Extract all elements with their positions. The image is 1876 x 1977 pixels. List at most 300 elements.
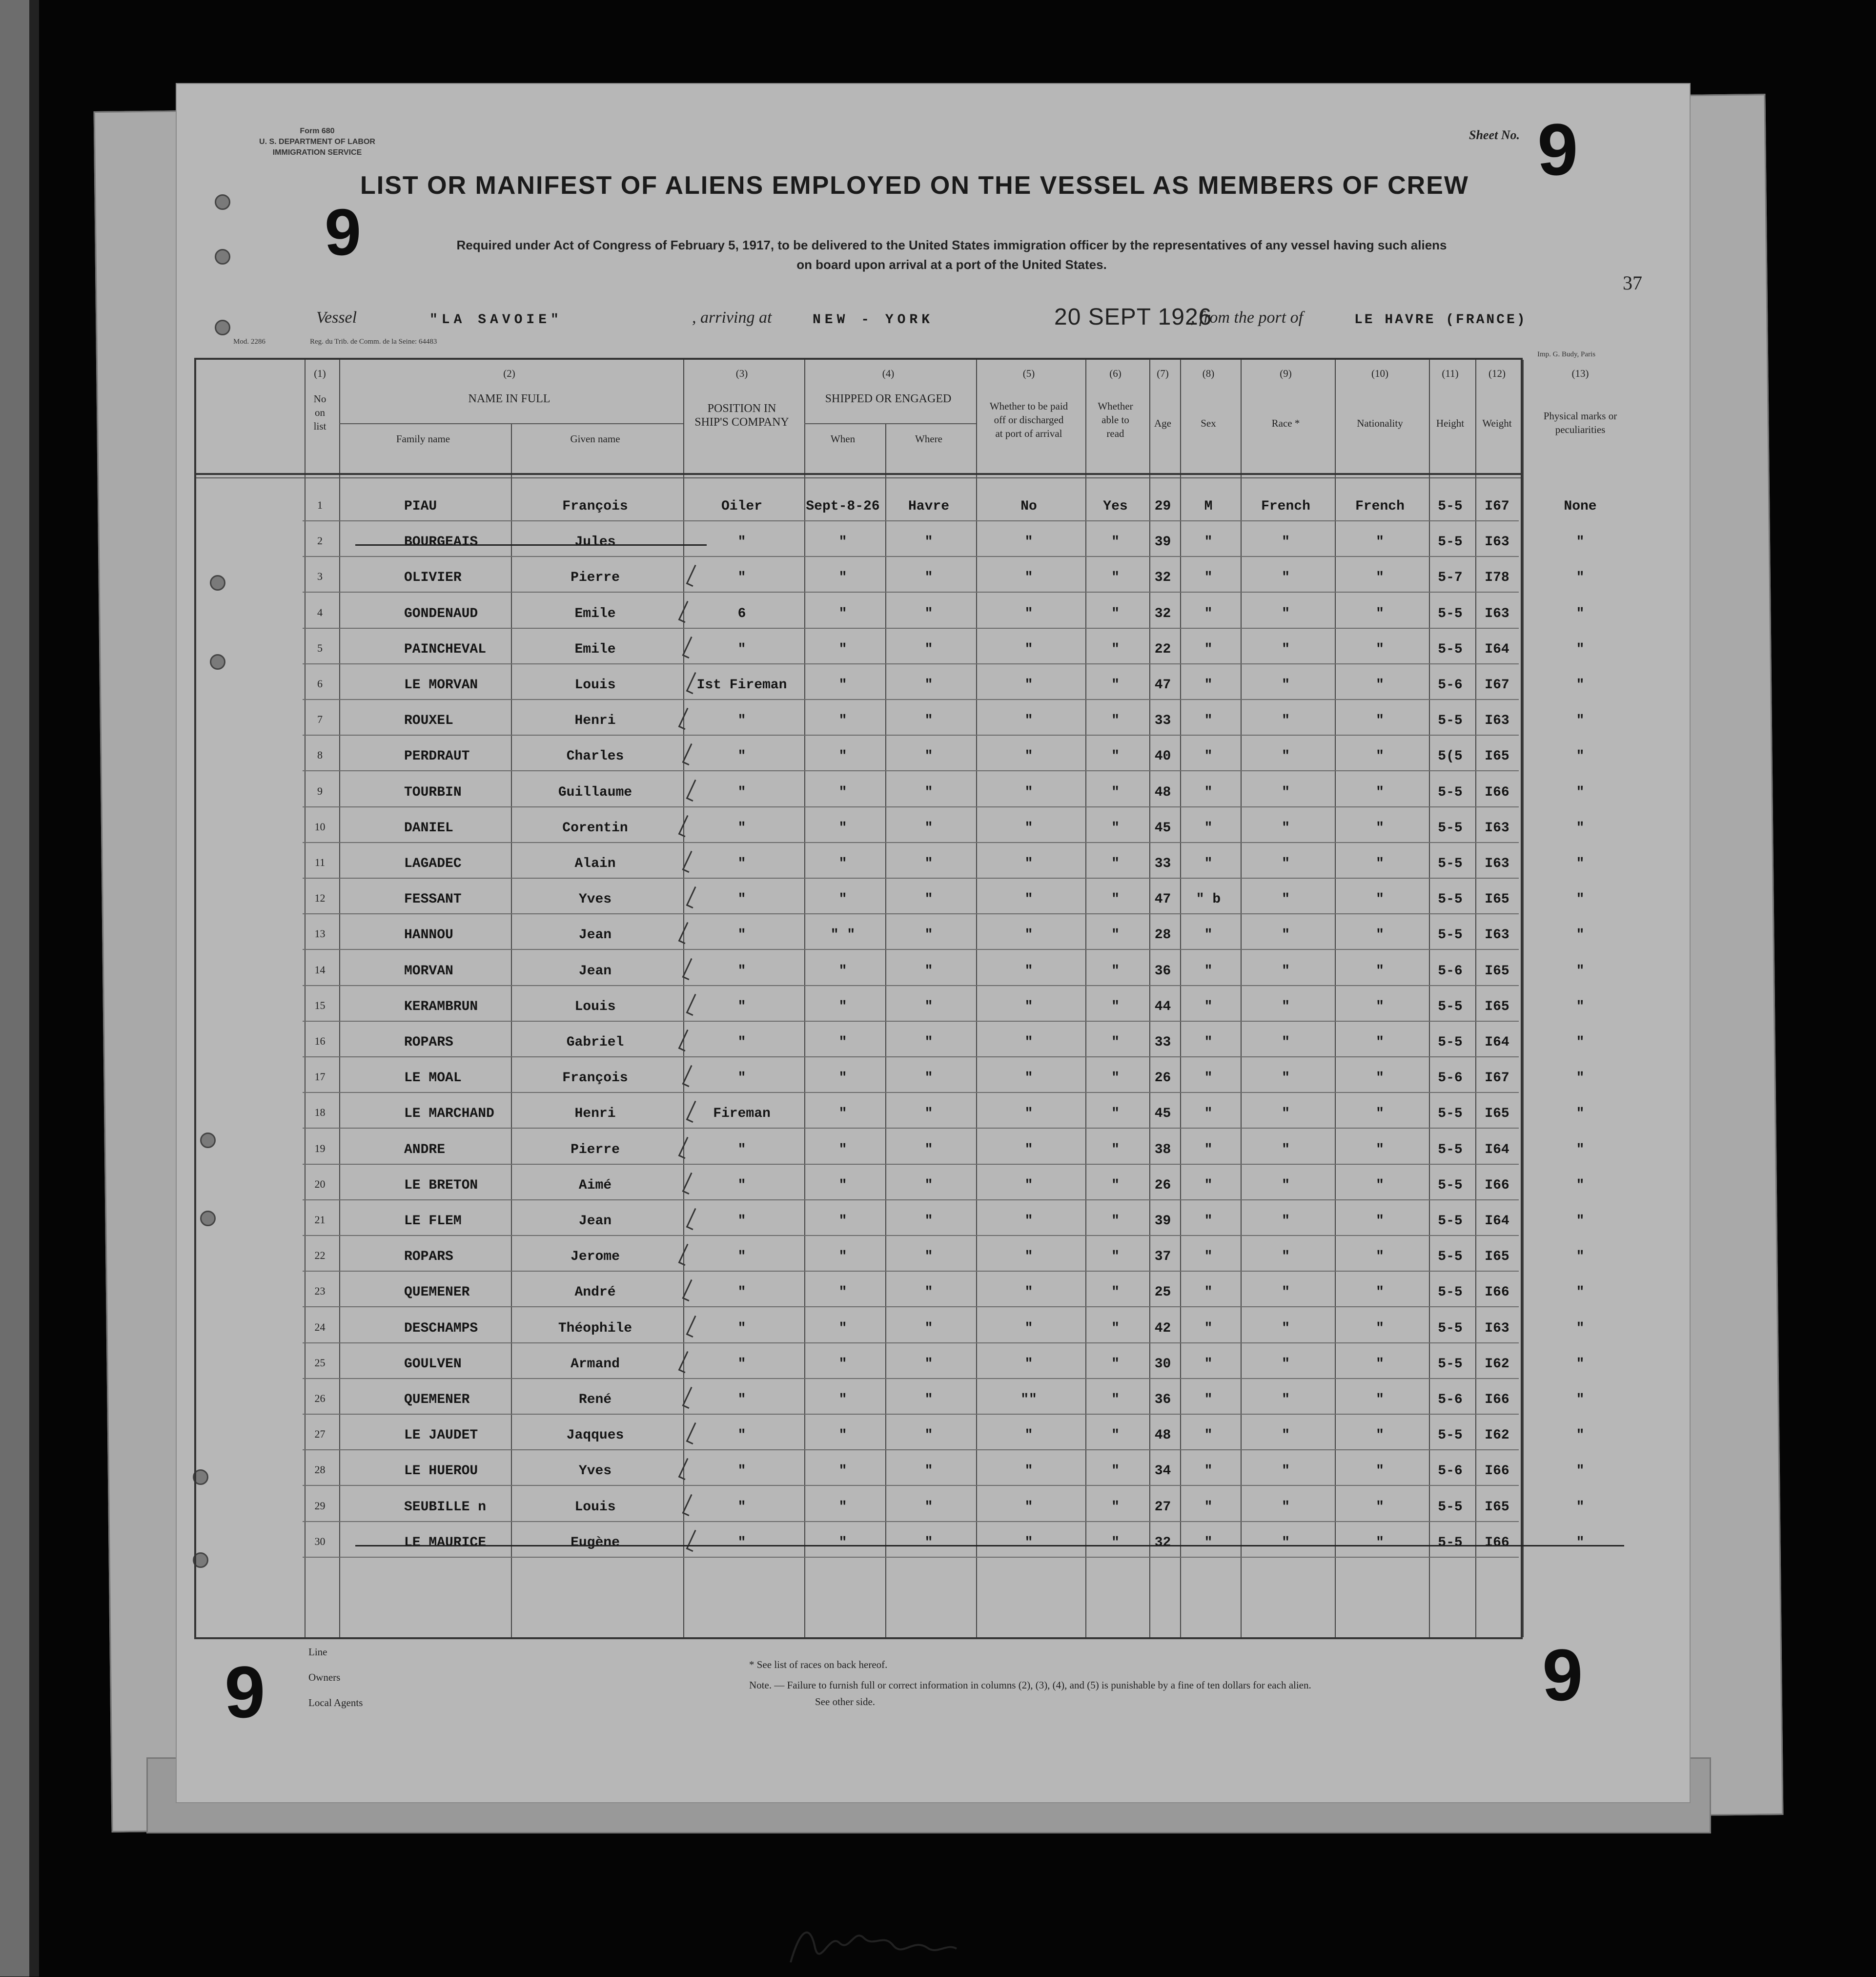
big-nine-marker: 9 [325,195,362,269]
cell-paid: " [1024,964,1033,979]
column-header-c9: Race * [1271,417,1300,429]
cell-where: " [924,1035,933,1050]
cell-height: 5-5 [1438,1035,1463,1050]
subcolumn-header-c2a: Family name [396,433,450,445]
cell-paid: " [1024,1142,1033,1157]
cell-age: 47 [1154,678,1171,693]
cell-marks: " [1576,1321,1585,1336]
cell-when: " [838,713,847,728]
cell-nationality: " [1376,1214,1384,1229]
row-rule [303,1271,1519,1272]
column-header-c4: SHIPPED OR ENGAGED [825,392,952,405]
cell-where: " [924,1106,933,1121]
cell-where: Havre [908,499,949,514]
cell-nationality: " [1376,927,1384,943]
cell-when: " [838,1214,847,1229]
cell-sex: " [1204,1142,1213,1157]
cell-paid: " [1024,642,1033,657]
cell-paid: " [1024,821,1033,836]
cell-nationality: " [1376,999,1384,1014]
cell-family: LE MAURICE [404,1535,487,1550]
cell-family: LE HUEROU [404,1463,478,1479]
cell-sex: " [1204,1285,1213,1300]
cell-when: " [838,749,847,764]
cell-sex: " [1204,713,1213,728]
cell-weight: I63 [1485,927,1509,943]
cell-weight: I66 [1485,1392,1509,1407]
cell-paid: " [1024,856,1033,871]
cell-age: 22 [1154,642,1171,657]
cell-nationality: " [1376,892,1384,907]
cell-no: 1 [317,499,323,511]
cell-weight: I65 [1485,1249,1509,1264]
cell-race: " [1282,892,1290,907]
cell-height: 5-5 [1438,1106,1463,1121]
cell-marks: " [1576,535,1585,550]
cell-race: " [1282,1178,1290,1193]
cell-nationality: " [1376,785,1384,800]
cell-paid: " [1024,535,1033,550]
cell-height: 5-5 [1438,1214,1463,1229]
cell-age: 36 [1154,964,1171,979]
cell-family: LAGADEC [404,856,462,871]
cell-no: 12 [314,892,326,904]
cell-age: 32 [1154,1535,1171,1550]
cell-read: " [1111,999,1120,1014]
cell-race: " [1282,570,1290,585]
cell-position: " [737,1071,746,1086]
cell-family: PIAU [404,499,437,514]
cell-read: " [1111,892,1120,907]
cell-when: " [838,1035,847,1050]
cell-paid: " [1024,1463,1033,1479]
cell-sex: " [1204,821,1213,836]
cell-nationality: " [1376,1178,1384,1193]
row-rule [303,1092,1519,1093]
cell-race: " [1282,535,1290,550]
cell-position: Fireman [713,1106,771,1121]
see-other-side: See other side. [815,1696,876,1708]
cell-marks: " [1576,856,1585,871]
cell-where: " [924,1392,933,1407]
cell-height: 5-5 [1438,1500,1463,1515]
cell-where: " [924,713,933,728]
page-number: 37 [1623,272,1642,294]
cell-sex: " [1204,678,1213,693]
form-number: Form 680 [300,127,335,135]
cell-read: " [1111,1142,1120,1157]
cell-no: 25 [314,1357,326,1369]
cell-read: " [1111,1500,1120,1515]
footer-big-nine-right: 9 [1542,1634,1583,1716]
column-header-c5: Whether to be paid off or discharged at port of arrival [989,400,1068,439]
cell-given: Emile [574,606,616,621]
cell-position: " [737,821,746,836]
cell-when: " [838,1357,847,1372]
cell-sex: " [1204,1428,1213,1443]
cell-marks: None [1564,499,1597,514]
cell-weight: I67 [1485,678,1509,693]
cell-marks: " [1576,1071,1585,1086]
cell-when: " [838,1321,847,1336]
cell-weight: I63 [1485,606,1509,621]
cell-position: " [737,570,746,585]
cell-height: 5-6 [1438,1463,1463,1479]
cell-paid: " [1024,1285,1033,1300]
column-number-c9: (9) [1280,368,1292,379]
cell-marks: " [1576,1142,1585,1157]
cell-read: " [1111,1106,1120,1121]
cell-height: 5-5 [1438,1321,1463,1336]
cell-nationality: " [1376,1035,1384,1050]
cell-weight: I65 [1485,749,1509,764]
cell-where: " [924,749,933,764]
cell-paid: " [1024,1535,1033,1550]
cell-race: " [1282,964,1290,979]
cell-weight: I63 [1485,821,1509,836]
cell-no: 4 [317,606,323,618]
cell-nationality: " [1376,713,1384,728]
cell-when: " [838,570,847,585]
cell-paid: " [1024,570,1033,585]
cell-weight: I65 [1485,1500,1509,1515]
cell-weight: I63 [1485,1321,1509,1336]
cell-height: 5-5 [1438,892,1463,907]
cell-sex: " [1204,642,1213,657]
cell-nationality: " [1376,1071,1384,1086]
cell-sex: " [1204,1392,1213,1407]
cell-read: " [1111,535,1120,550]
cell-no: 23 [314,1285,326,1297]
cell-paid: " [1024,1178,1033,1193]
cell-given: Théophile [558,1321,632,1336]
cell-age: 32 [1154,570,1171,585]
cell-read: " [1111,1071,1120,1086]
cell-family: LE MARCHAND [404,1106,494,1121]
row-rule [303,1235,1519,1236]
row-rule [303,663,1519,664]
cell-where: " [924,785,933,800]
cell-weight: I62 [1485,1357,1509,1372]
row-rule [303,1128,1519,1129]
cell-no: 29 [314,1500,326,1512]
cell-weight: I67 [1485,499,1509,514]
arriving-port: NEW - YORK [813,312,934,328]
cell-weight: I62 [1485,1428,1509,1443]
cell-read: " [1111,856,1120,871]
row-rule [303,1164,1519,1165]
cell-read: " [1111,678,1120,693]
cell-no: 26 [314,1392,326,1404]
local-agents-label: Local Agents [308,1697,363,1709]
cell-sex: " [1204,1249,1213,1264]
cell-sex: " [1204,785,1213,800]
line-label: Line [308,1646,327,1658]
cell-given: Emile [574,642,616,657]
cell-family: ROPARS [404,1249,453,1264]
handwritten-signature [786,1918,961,1977]
cell-height: 5-5 [1438,499,1463,514]
cell-age: 30 [1154,1357,1171,1372]
cell-marks: " [1576,1106,1585,1121]
cell-where: " [924,856,933,871]
column-number-c12: (12) [1489,368,1506,379]
cell-where: " [924,927,933,943]
cell-race: " [1282,1106,1290,1121]
cell-paid: " [1024,1321,1033,1336]
cell-sex: " [1204,964,1213,979]
cell-sex: M [1204,499,1213,514]
cell-age: 48 [1154,1428,1171,1443]
races-note: * See list of races on back hereof. [749,1659,888,1670]
from-port: LE HAVRE (FRANCE) [1354,312,1527,328]
cell-paid: " [1024,1500,1033,1515]
row-rule [303,806,1519,807]
column-number-c11: (11) [1442,368,1459,379]
cell-weight: I66 [1485,1285,1509,1300]
cell-given: Alain [574,856,616,871]
cell-paid: " [1024,749,1033,764]
cell-given: Jaqques [566,1428,624,1443]
punch-hole [215,320,230,335]
cell-height: 5-6 [1438,1071,1463,1086]
cell-nationality: " [1376,606,1384,621]
cell-when: " [838,1500,847,1515]
cell-where: " [924,570,933,585]
cell-weight: I66 [1485,785,1509,800]
cell-when: " [838,1178,847,1193]
row-rule [303,1449,1519,1450]
cell-given: Aimé [578,1178,612,1193]
cell-read: " [1111,927,1120,943]
cell-weight: I65 [1485,1106,1509,1121]
cell-weight: I66 [1485,1535,1509,1550]
column-number-c3: (3) [735,368,748,379]
cell-race: " [1282,1428,1290,1443]
column-header-c13: Physical marks or peculiarities [1543,410,1617,435]
cell-paid: " [1024,892,1033,907]
cell-family: FESSANT [404,892,462,907]
cell-where: " [924,999,933,1014]
cell-position: " [737,1035,746,1050]
cell-height: 5-6 [1438,964,1463,979]
cell-nationality: " [1376,1106,1384,1121]
cell-given: Eugène [571,1535,620,1550]
vessel-name: "LA SAVOIE" [429,312,563,328]
cell-no: 8 [317,749,323,761]
cell-read: " [1111,713,1120,728]
cell-sex: " [1204,927,1213,943]
cell-weight: I65 [1485,892,1509,907]
cell-race: " [1282,1142,1290,1157]
page-title: LIST OR MANIFEST OF ALIENS EMPLOYED ON THE VESSEL AS MEMBERS OF CREW [360,171,1469,200]
cell-sex: " [1204,1178,1213,1193]
cell-given: Pierre [571,1142,620,1157]
cell-position: " [737,1178,746,1193]
cell-race: " [1282,749,1290,764]
column-number-c4: (4) [882,368,895,379]
row-rule [303,913,1519,914]
cell-paid: " [1024,1035,1033,1050]
cell-weight: I64 [1485,1142,1509,1157]
column-header-c6: Whether able to read [1098,400,1133,439]
cell-position: " [737,1357,746,1372]
cell-sex: " [1204,1071,1213,1086]
strike-through-line [355,1545,1624,1546]
cell-age: 26 [1154,1178,1171,1193]
footer-big-nine-left: 9 [224,1651,265,1733]
cell-age: 29 [1154,499,1171,514]
cell-read: " [1111,1428,1120,1443]
cell-no: 14 [314,964,326,976]
cell-height: 5-5 [1438,999,1463,1014]
cell-race: " [1282,821,1290,836]
row-rule [303,592,1519,593]
cell-no: 6 [317,678,323,690]
cell-no: 27 [314,1428,326,1440]
vessel-label: Vessel [316,309,357,327]
row-rule [303,735,1519,736]
cell-read: " [1111,1035,1120,1050]
cell-where: " [924,1142,933,1157]
cell-marks: " [1576,678,1585,693]
cell-sex: " [1204,535,1213,550]
subcolumn-header-c4b: Where [915,433,942,445]
cell-position: 6 [737,606,746,621]
cell-no: 15 [314,999,326,1011]
cell-marks: " [1576,1035,1585,1050]
cell-no: 17 [314,1071,326,1083]
cell-race: " [1282,999,1290,1014]
cell-age: 48 [1154,785,1171,800]
cell-marks: " [1576,1214,1585,1229]
cell-no: 11 [314,856,326,868]
cell-weight: I63 [1485,713,1509,728]
cell-sex: " [1204,1463,1213,1479]
cell-family: GONDENAUD [404,606,478,621]
cell-read: " [1111,1321,1120,1336]
cell-paid: No [1020,499,1037,514]
cell-no: 18 [314,1106,326,1118]
cell-where: " [924,964,933,979]
punch-hole [215,249,230,265]
cell-nationality: " [1376,1357,1384,1372]
left-edge-strip [0,0,29,1977]
subtitle-line-1: Required under Act of Congress of February 5, 1917, to be delivered to the United States immigration officer by the representatives of any vessel having such aliens [456,238,1447,252]
cell-weight: I67 [1485,1071,1509,1086]
cell-nationality: " [1376,749,1384,764]
cell-family: HANNOU [404,927,453,943]
registration: Reg. du Trib. de Comm. de la Seine: 64483 [310,338,437,346]
cell-read: " [1111,785,1120,800]
cell-sex: " [1204,999,1213,1014]
cell-no: 3 [317,570,323,582]
cell-read: " [1111,964,1120,979]
cell-paid: " [1024,1249,1033,1264]
row-rule [303,878,1519,879]
cell-nationality: " [1376,1535,1384,1550]
column-header-c10: Nationality [1357,417,1403,429]
cell-race: " [1282,1035,1290,1050]
cell-position: " [737,1500,746,1515]
cell-given: Yves [578,892,612,907]
cell-no: 5 [317,642,323,654]
cell-position: " [737,1321,746,1336]
cell-age: 34 [1154,1463,1171,1479]
cell-when: " [838,678,847,693]
cell-race: " [1282,1321,1290,1336]
cell-family: KERAMBRUN [404,999,478,1014]
cell-position: " [737,856,746,871]
arriving-label: , arriving at [692,309,772,327]
row-rule [303,520,1519,521]
cell-sex: " [1204,1214,1213,1229]
subcolumn-header-c4a: When [830,433,856,445]
cell-age: 32 [1154,606,1171,621]
left-edge-shadow [29,0,39,1977]
cell-when: " [838,821,847,836]
cell-position: " [737,1249,746,1264]
column-number-c8: (8) [1202,368,1215,379]
cell-read: " [1111,821,1120,836]
cell-position: " [737,1392,746,1407]
row-rule [303,842,1519,843]
cell-marks: " [1576,1392,1585,1407]
cell-family: TOURBIN [404,785,462,800]
cell-nationality: " [1376,1428,1384,1443]
cell-marks: " [1576,999,1585,1014]
cell-height: 5-5 [1438,927,1463,943]
cell-given: Armand [571,1357,620,1372]
cell-position: Oiler [721,499,762,514]
cell-marks: " [1576,1428,1585,1443]
cell-marks: " [1576,1285,1585,1300]
row-rule [303,985,1519,986]
cell-height: 5-5 [1438,606,1463,621]
cell-when: " [838,1463,847,1479]
cell-given: Jerome [571,1249,620,1264]
cell-weight: I63 [1485,856,1509,871]
subcolumn-header-c2b: Given name [570,433,620,445]
cell-paid: "" [1020,1392,1037,1407]
cell-marks: " [1576,892,1585,907]
column-number-c6: (6) [1109,368,1122,379]
cell-race: " [1282,1249,1290,1264]
cell-given: Henri [574,713,616,728]
cell-paid: " [1024,713,1033,728]
cell-race: " [1282,642,1290,657]
cell-no: 28 [314,1463,326,1476]
row-rule [303,556,1519,557]
cell-height: 5-5 [1438,821,1463,836]
cell-age: 37 [1154,1249,1171,1264]
cell-read: " [1111,1535,1120,1550]
cell-where: " [924,1357,933,1372]
cell-paid: " [1024,1357,1033,1372]
cell-paid: " [1024,1428,1033,1443]
model-number: Mod. 2286 [233,338,265,346]
cell-read: " [1111,642,1120,657]
cell-sex: " [1204,606,1213,621]
cell-sex: " b [1196,892,1221,907]
cell-height: 5-6 [1438,678,1463,693]
cell-read: " [1111,606,1120,621]
cell-nationality: " [1376,1285,1384,1300]
cell-where: " [924,1500,933,1515]
cell-weight: I66 [1485,1178,1509,1193]
cell-family: PERDRAUT [404,749,470,764]
cell-when: " [838,1142,847,1157]
